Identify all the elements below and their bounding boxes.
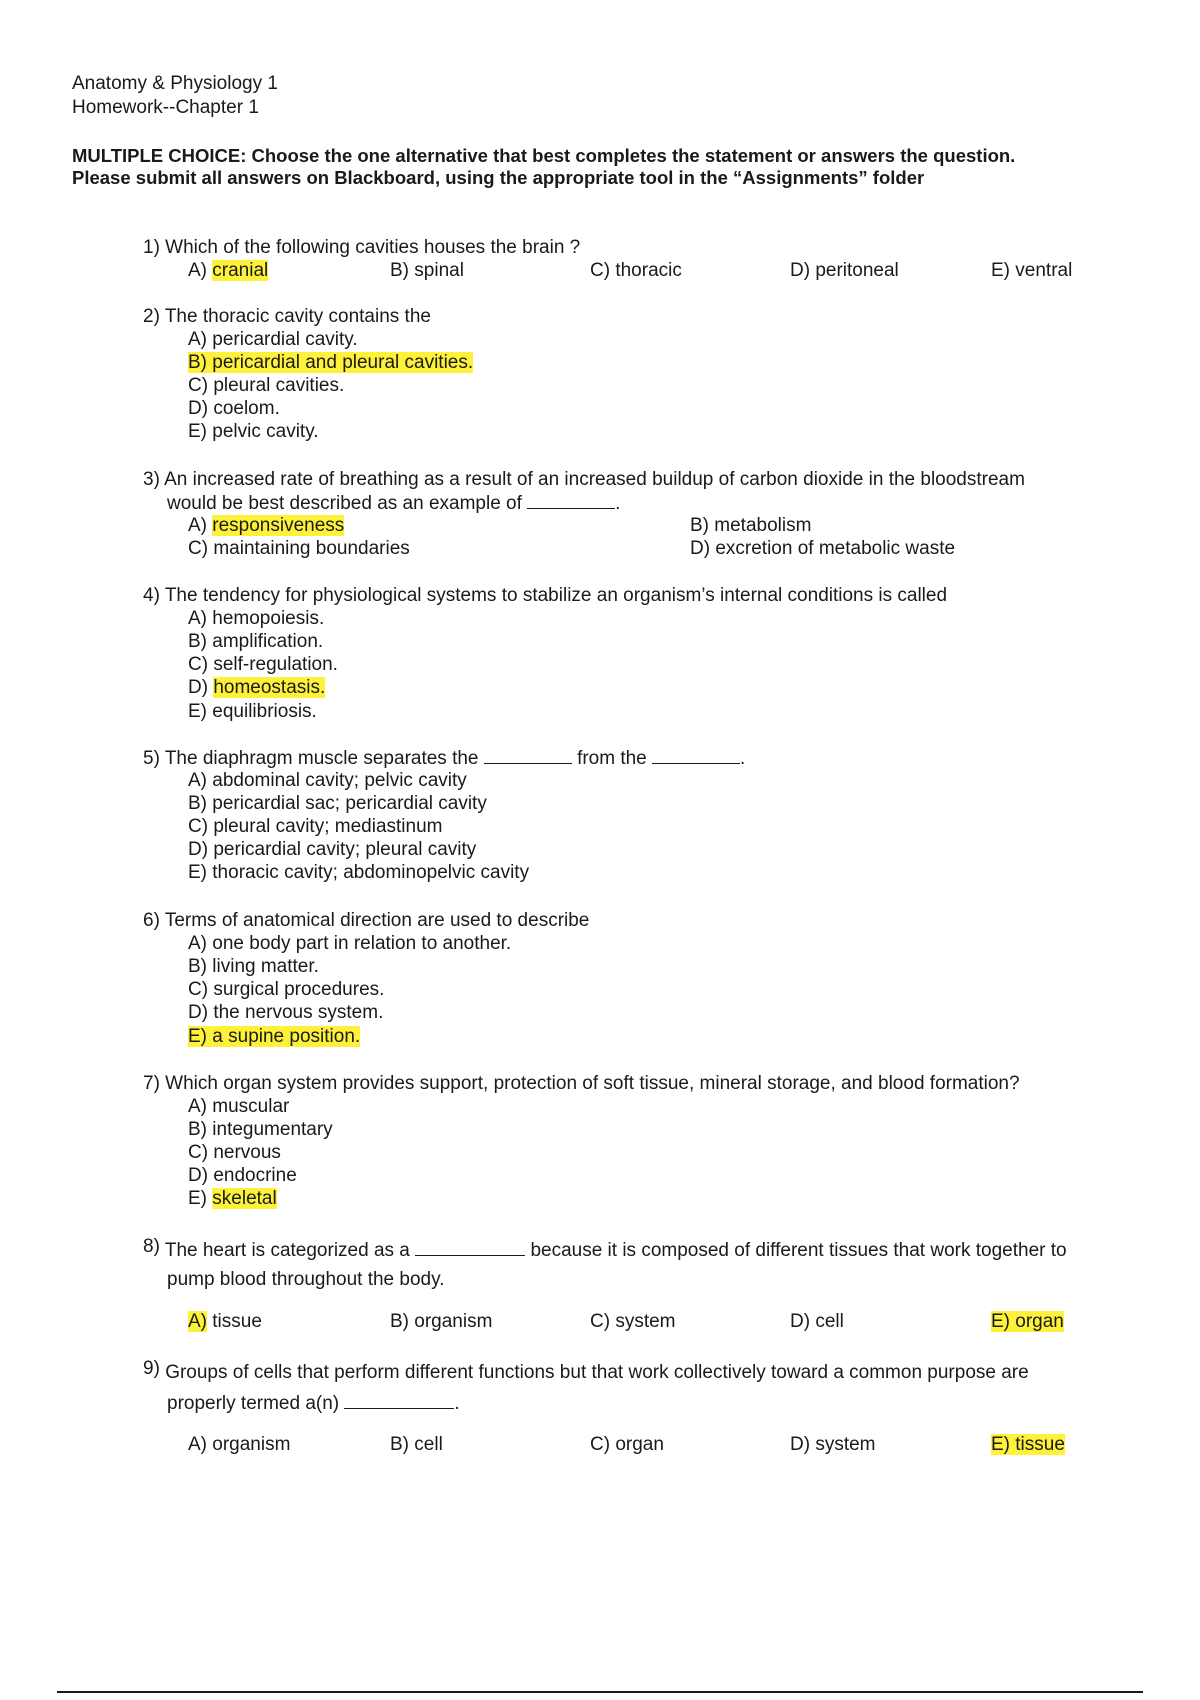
option-e: E) equilibriosis. <box>188 701 317 722</box>
question-stem-line-1: 9) Groups of cells that perform different functions but that work collectively toward a common purpose are <box>143 1358 1029 1383</box>
option-b: B) living matter. <box>188 956 319 977</box>
answer-highlight: responsiveness <box>212 515 345 536</box>
answer-blank-2 <box>652 746 740 764</box>
option-b: B) amplification. <box>188 631 324 652</box>
answer-blank-1 <box>484 746 572 764</box>
answer-highlight: E) a supine position. <box>188 1026 361 1047</box>
answer-highlight: A) <box>188 1311 207 1332</box>
option-d: D) homeostasis. <box>188 677 326 698</box>
option-c: C) system <box>590 1311 676 1332</box>
option-a: A) abdominal cavity; pelvic cavity <box>188 770 467 791</box>
answer-blank <box>415 1238 525 1256</box>
option-d: D) the nervous system. <box>188 1002 384 1023</box>
answer-highlight: E) organ <box>991 1311 1064 1332</box>
option-d: D) excretion of metabolic waste <box>690 538 956 559</box>
question-stem-line-1: 3) An increased rate of breathing as a result of an increased buildup of carbon dioxide in the bloodstream <box>143 469 1025 490</box>
question-stem: 6) Terms of anatomical direction are used to describe <box>143 910 590 931</box>
question-stem: 4) The tendency for physiological systems to stabilize an organism’s internal conditions is called <box>143 585 948 606</box>
option-a: A) muscular <box>188 1096 290 1117</box>
option-a: A) responsiveness <box>188 515 345 536</box>
option-d: D) pericardial cavity; pleural cavity <box>188 839 477 860</box>
option-d: D) cell <box>790 1311 844 1332</box>
option-b: B) organism <box>390 1311 493 1332</box>
option-a: A) pericardial cavity. <box>188 329 358 350</box>
option-a: A) hemopoiesis. <box>188 608 325 629</box>
question-stem: 7) Which organ system provides support, protection of soft tissue, mineral storage, and blood formation? <box>143 1073 1020 1094</box>
option-d: D) peritoneal <box>790 260 899 281</box>
option-b: B) cell <box>390 1434 443 1455</box>
answer-highlight: cranial <box>212 260 269 281</box>
answer-highlight: skeletal <box>212 1188 277 1209</box>
answer-blank <box>527 491 615 509</box>
answer-highlight: E) tissue <box>991 1434 1065 1455</box>
option-c: C) self-regulation. <box>188 654 338 675</box>
option-c: C) pleural cavity; mediastinum <box>188 816 443 837</box>
option-e: E) thoracic cavity; abdominopelvic cavity <box>188 862 530 883</box>
option-c: C) maintaining boundaries <box>188 538 410 559</box>
question-stem-line-1: 8) The heart is categorized as a because it is composed of different tissues that work together to <box>143 1236 1067 1261</box>
answer-blank <box>344 1391 454 1409</box>
question-number: 9) <box>143 1358 160 1379</box>
option-d: D) coelom. <box>188 398 280 419</box>
option-b: B) metabolism <box>690 515 812 536</box>
option-e: E) skeletal <box>188 1188 277 1209</box>
question-number: 8) <box>143 1236 160 1257</box>
option-a: A) one body part in relation to another. <box>188 933 512 954</box>
option-b: B) integumentary <box>188 1119 333 1140</box>
option-e: E) ventral <box>991 260 1073 281</box>
question-stem: 2) The thoracic cavity contains the <box>143 306 431 327</box>
question-stem-line-2: pump blood throughout the body. <box>167 1269 445 1290</box>
option-e <box>188 1025 360 1048</box>
question-stem-line-2: would be best described as an example of . <box>167 493 621 514</box>
option-d: D) endocrine <box>188 1165 297 1186</box>
option-b: B) spinal <box>390 260 464 281</box>
instructions-line-1: MULTIPLE CHOICE: Choose the one alternative that best completes the statement or answers the question. <box>72 145 1016 166</box>
footer-rule <box>57 1691 1143 1693</box>
assignment-title: Homework--Chapter 1 <box>72 97 259 118</box>
question-stem-line-2: properly termed a(n) . <box>167 1393 460 1414</box>
option-c: C) surgical procedures. <box>188 979 385 1000</box>
option-d: D) system <box>790 1434 876 1455</box>
option-b <box>188 351 473 374</box>
option-a: A) organism <box>188 1434 291 1455</box>
instructions-line-2: Please submit all answers on Blackboard, using the appropriate tool in the “Assignments” folder <box>72 167 925 188</box>
option-c: C) organ <box>590 1434 664 1455</box>
answer-highlight: homeostasis. <box>213 677 326 698</box>
option-a: A) cranial <box>188 260 269 281</box>
option-c: C) pleural cavities. <box>188 375 345 396</box>
option-e <box>991 1310 1064 1333</box>
option-b: B) pericardial sac; pericardial cavity <box>188 793 487 814</box>
question-stem: 1) Which of the following cavities houses the brain ? <box>143 237 581 258</box>
course-title: Anatomy & Physiology 1 <box>72 73 278 94</box>
option-c: C) nervous <box>188 1142 281 1163</box>
option-e: E) pelvic cavity. <box>188 421 319 442</box>
option-e <box>991 1433 1065 1456</box>
question-stem: 5) The diaphragm muscle separates the from the . <box>143 748 746 769</box>
option-a: A) tissue <box>188 1311 262 1332</box>
option-c: C) thoracic <box>590 260 682 281</box>
answer-highlight: B) pericardial and pleural cavities. <box>188 352 474 373</box>
